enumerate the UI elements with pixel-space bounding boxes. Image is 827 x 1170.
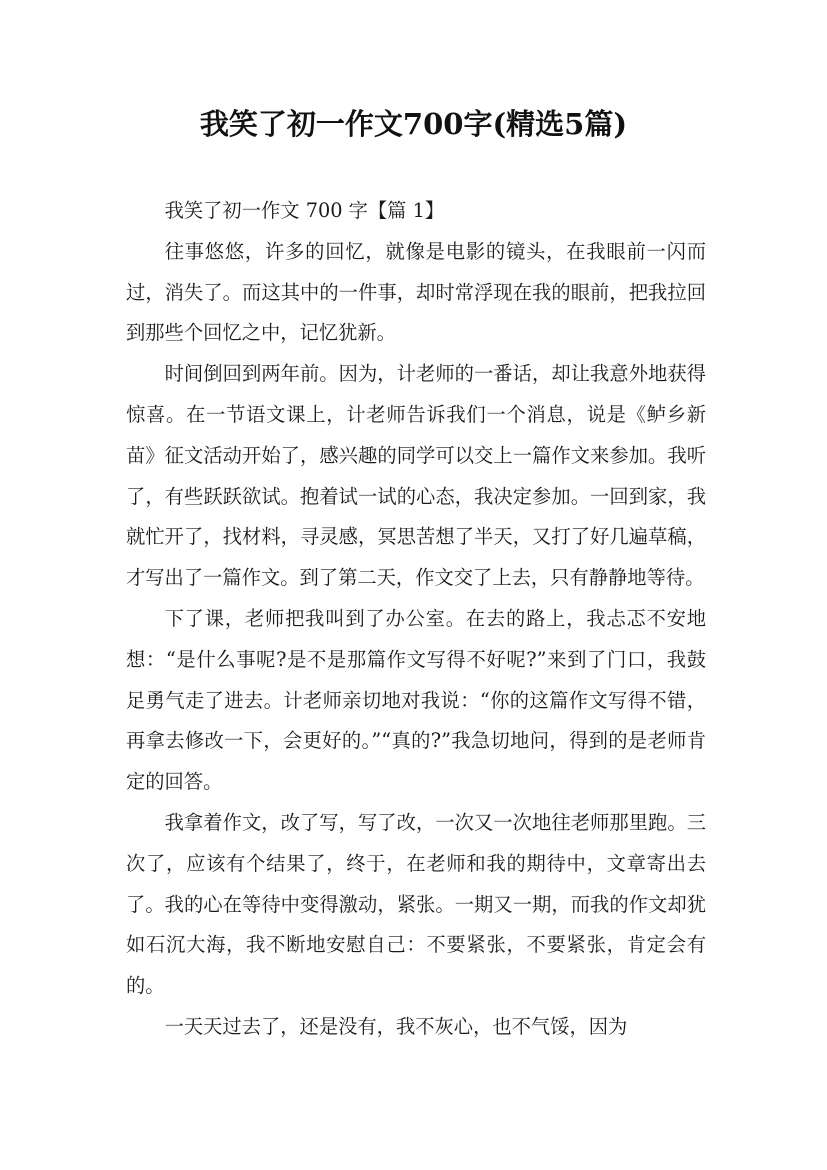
paragraph-1: 往事悠悠，许多的回忆，就像是电影的镜头，在我眼前一闪而过，消失了。而这其中的一件事，却时常浮现在我的眼前，把我拉回到那些个回忆之中，记忆犹新。 [126,239,706,345]
paragraph-5: 一天天过去了，还是没有，我不灰心，也不气馁，因为 [164,1014,628,1038]
paragraph-2: 时间倒回到两年前。因为，计老师的一番话，却让我意外地获得惊喜。在一节语文课上，计老师告诉我们一个消息，说是《鲈乡新苗》征文活动开始了，感兴趣的同学可以交上一篇作文来参加。我听了，有些跃跃欲试。抱着试一试的心态，我决定参加。一回到家，我就忙开了，找材料，寻灵感，冥思苦想了半天，又打了好几遍草稿，才写出了一篇作文。到了第二天，作文交了上去，只有静静地等待。 [126,362,706,590]
document-body [126,191,706,1048]
section-heading: 我笑了初一作文 700 字【篇 1】 [164,199,445,222]
paragraph-3: 下了课，老师把我叫到了办公室。在去的路上，我忐忑不安地想：“是什么事呢?是不是那篇作文写得不好呢?”来到了门口，我鼓足勇气走了进去。计老师亲切地对我说：“你的这篇作文写得不错，再拿去修改一下，会更好的。”“真的?”我急切地问，得到的是老师肯定的回答。 [126,606,706,794]
paragraph-4: 我拿着作文，改了写，写了改，一次又一次地往老师那里跑。三次了，应该有个结果了，终于，在老师和我的期待中，文章寄出去了。我的心在等待中变得激动，紧张。一期又一期，而我的作文却犹如石沉大海，我不断地安慰自己：不要紧张，不要紧张，肯定会有的。 [126,810,706,998]
document-title: 我笑了初一作文700字(精选5篇) [199,107,628,141]
